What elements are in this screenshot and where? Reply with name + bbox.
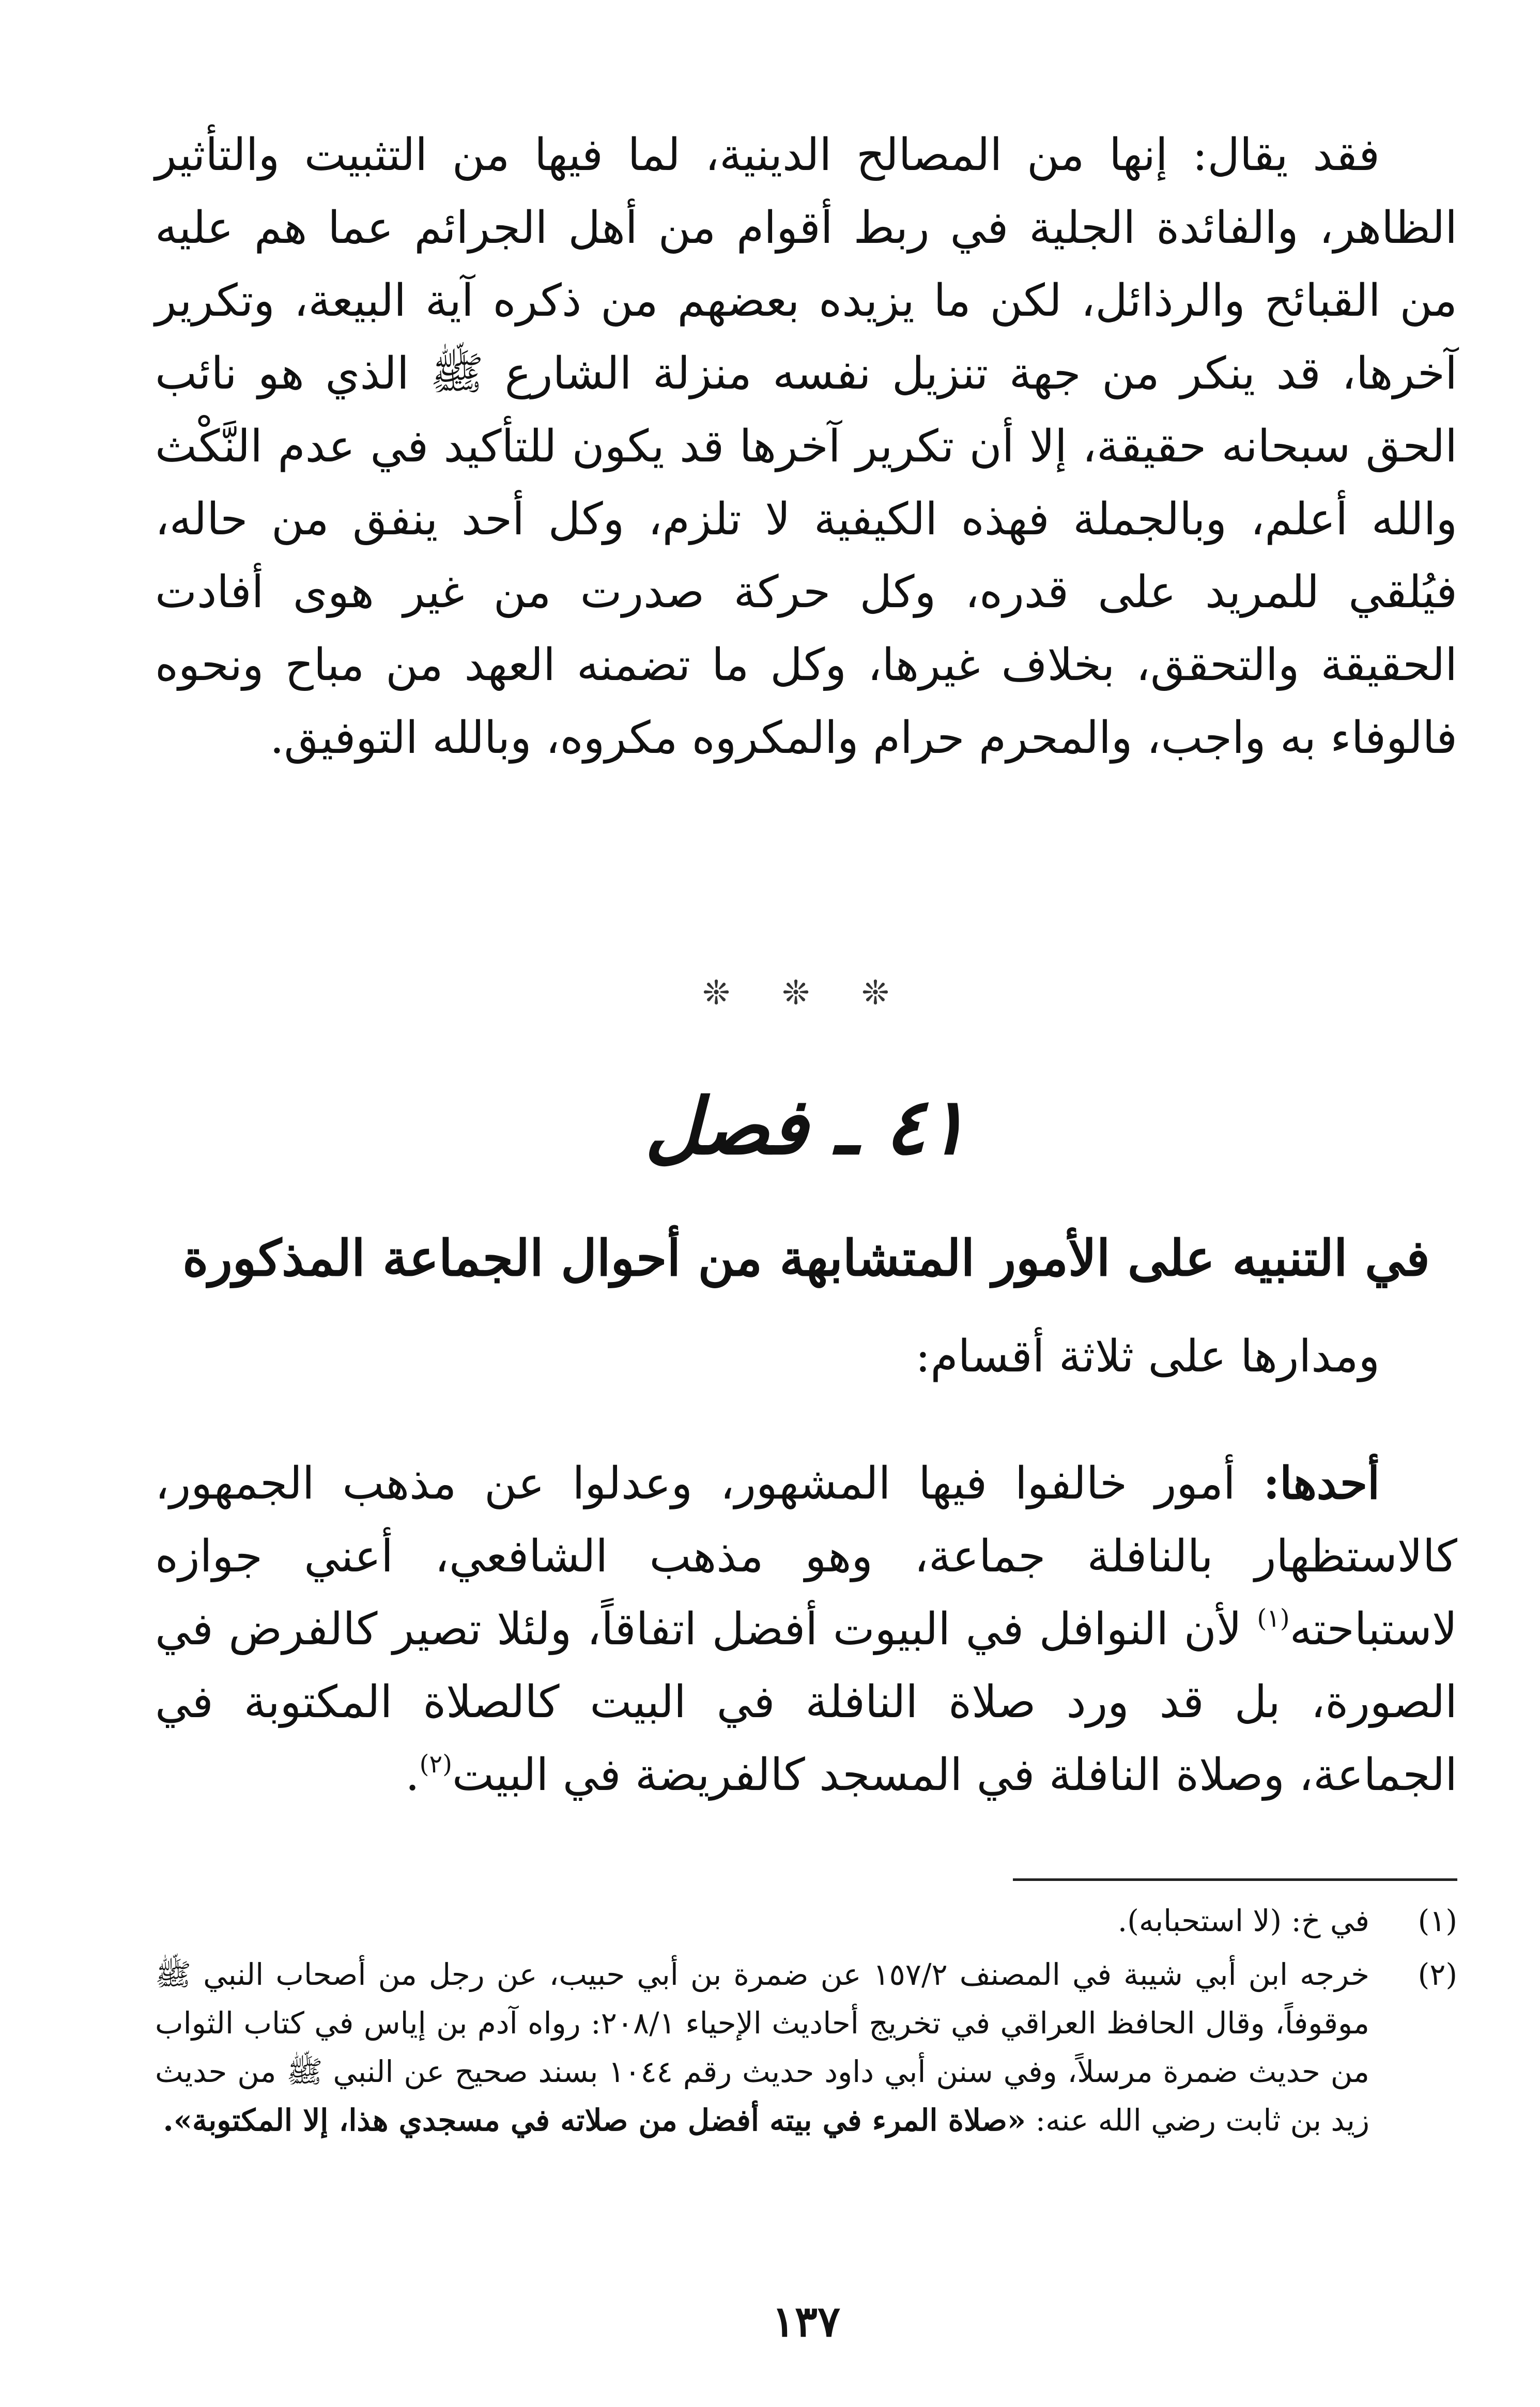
section-heading: في التنبيه على الأمور المتشابهة من أحوال الجماعة المذكورة (182, 1229, 1430, 1287)
footnote-number: (١) (1418, 1903, 1457, 1938)
footnote-text: في خ: (لا استحبابه). (1117, 1903, 1369, 1938)
section-separator: ❊ ❊ ❊ (702, 974, 910, 1012)
chapter-title: ٤١ ـ فصل (644, 1081, 968, 1172)
footnote-text: خرجه ابن أبي شيبة في المصنف ١٥٧/٢ عن ضمرة بن أبي حبيب، عن رجل من أصحاب النبي ﷺ موقوفاً، وقال الحافظ العراقي في تخريج أحاديث الإحياء ٢٠٨/١: رواه آدم بن إياس في كتاب الثواب من حديث ضمرة مرسلاً، وفي سنن أبي داود حديث رقم ١٠٤٤ بسند صحيح عن النبي ﷺ من حديث زيد بن ثابت رضي الله عنه: «صلاة المرء في بيته أفضل من صلاته في مسجدي هذا، إلا المكتوبة». (155, 1957, 1370, 2138)
footnote-ref-1: (١) (1257, 1604, 1290, 1633)
intro-line: ومدارها على ثلاثة أقسام: (915, 1331, 1380, 1382)
paragraph-lead: أحدها: (1263, 1457, 1380, 1509)
page-number: ١٣٧ (772, 2297, 841, 2347)
footnotes (155, 1896, 1457, 2150)
body-paragraph-1: فقد يقال: إنها من المصالح الدينية، لما فيها من التثبيت والتأثير الظاهر، والفائدة الجلية في ربط أقوام من أهل الجرائم عما هم عليه من القبائح والرذائل، لكن ما يزيده بعضهم من ذكره آية البيعة، وتكرير آخرها، قد ينكر من جهة تنزيل نفسه منزلة الشارع ﷺ الذي هو نائب الحق سبحانه حقيقة، إلا أن تكرير آخرها قد يكون للتأكيد في عدم النَّكْث والله أعلم، وبالجملة فهذه الكيفية لا تلزم، وكل أحد ينفق من حاله، فيُلقي للمريد على قدره، وكل حركة صدرت من غير هوى أفادت الحقيقة والتحقق، بخلاف غيرها، وكل ما تضمنه العهد من مباح ونحوه فالوفاء به واجب، والمحرم حرام والمكروه مكروه، وبالله التوفيق. (155, 129, 1457, 764)
book-page (155, 119, 1457, 2347)
footnote-ref-2: (٢) (419, 1750, 452, 1779)
body-paragraph-2: أحدها: أمور خالفوا فيها المشهور، وعدلوا عن مذهب الجمهور، كالاستظهار بالنافلة جماعة، وهو مذهب الشافعي، أعني جوازه لاستباحته$^{(١)}$ لأن النوافل في البيوت أفضل اتفاقاً، ولئلا تصير كالفرض في الصورة، بل قد ورد صلاة النافلة في البيت كالصلاة المكتوبة في الجماعة، وصلاة النافلة في المسجد كالفريضة في البيت$^{(٢)}$. (155, 1457, 1457, 1801)
footnote-1 (155, 1896, 1457, 1945)
hadith-quote: «صلاة المرء في بيته أفضل من صلاته في مسجدي هذا، إلا المكتوبة». (163, 2103, 1026, 2138)
footnote-2 (155, 1950, 1457, 2144)
footnote-number: (٢) (1418, 1957, 1457, 1992)
footnote-divider (1013, 1878, 1457, 1881)
